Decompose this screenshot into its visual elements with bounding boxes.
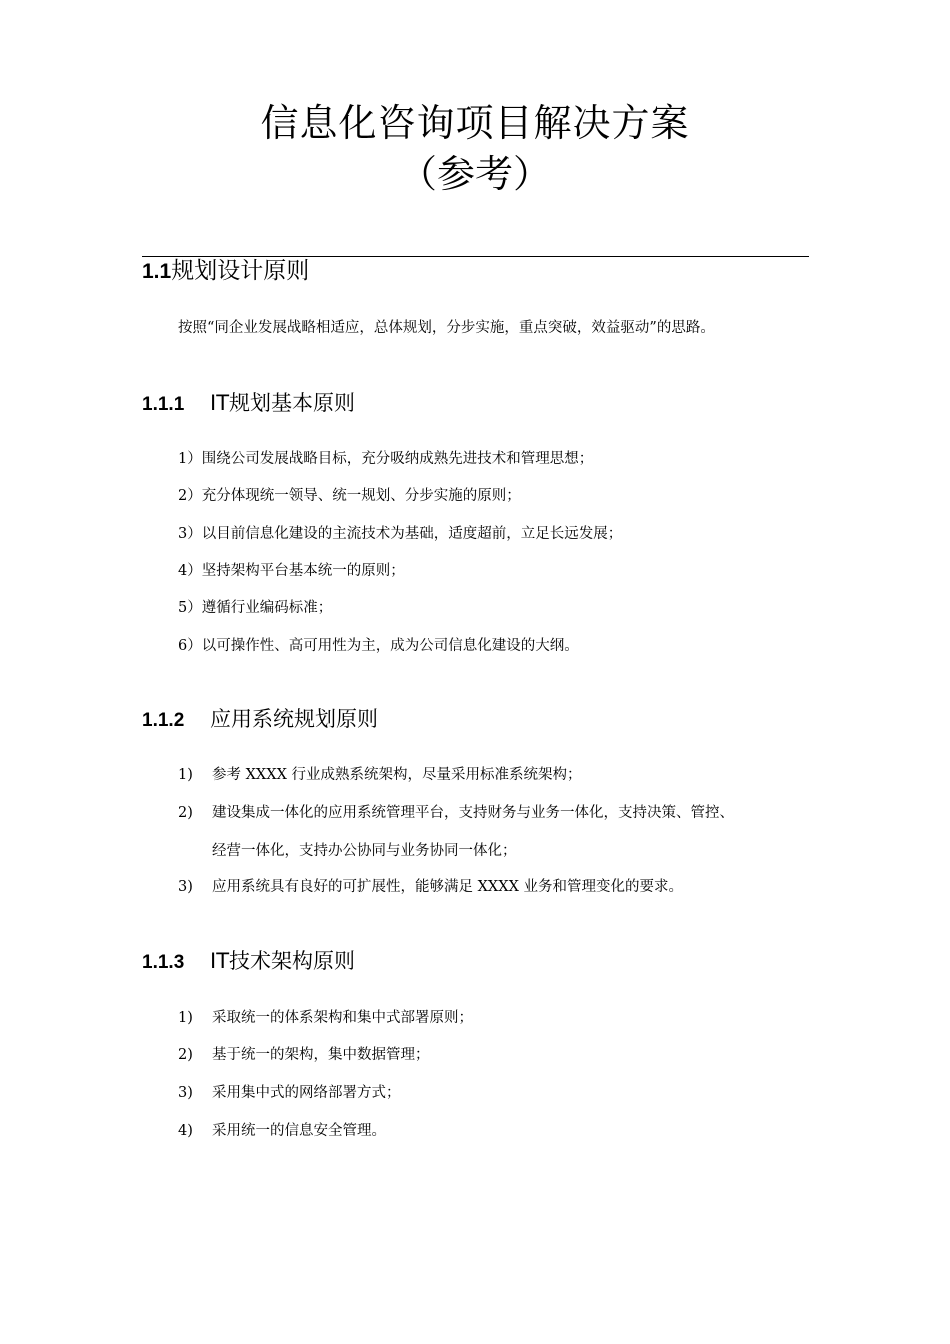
list-item: 1) 采取统一的体系架构和集中式部署原则； (178, 1010, 473, 1026)
list-item: 5）遵循行业编码标准； (178, 600, 333, 616)
list-item: 6）以可操作性、高可用性为主，成为公司信息化建设的大纲。 (178, 638, 579, 654)
subsection-heading-2 (142, 704, 378, 736)
subsection-title: 应用系统规划原则 (210, 707, 378, 731)
list-item: 1）围绕公司发展战略目标，充分吸纳成熟先进技术和管理思想； (178, 451, 594, 467)
list-item: 3）以目前信息化建设的主流技术为基础，适度超前，立足长远发展； (178, 526, 623, 542)
subsection-title: IT规划基本原则 (210, 391, 356, 415)
document-title: 信息化咨询项目解决方案 (260, 101, 690, 145)
list-item: 4) 采用统一的信息安全管理。 (178, 1123, 386, 1139)
document-subtitle: （参考） (398, 152, 551, 196)
list-item: 2) 建设集成一体化的应用系统管理平台，支持财务与业务一体化，支持决策、管控、 (178, 805, 734, 821)
list-item: 1) 参考 XXXX 行业成熟系统架构，尽量采用标准系统架构； (178, 767, 582, 783)
subsection-heading-1 (142, 388, 355, 420)
list-item: 2) 基于统一的架构，集中数据管理； (178, 1047, 430, 1063)
subsection-heading-3 (142, 946, 355, 978)
section-heading (142, 256, 309, 287)
subsection-title: IT技术架构原则 (210, 949, 356, 973)
list-item-continuation: 经营一体化，支持办公协同与业务协同一体化； (212, 843, 517, 859)
section-number: 1.1 (142, 260, 172, 283)
list-item: 3) 应用系统具有良好的可扩展性，能够满足 XXXX 业务和管理变化的要求。 (178, 879, 684, 895)
section-title: 规划设计原则 (171, 258, 310, 284)
subsection-number: 1.1.3 (142, 952, 185, 973)
list-item: 2）充分体现统一领导、统一规划、分步实施的原则； (178, 488, 521, 504)
subsection-number: 1.1.1 (142, 394, 185, 415)
list-item: 3) 采用集中式的网络部署方式； (178, 1085, 401, 1101)
subsection-number: 1.1.2 (142, 710, 185, 731)
list-item: 4）坚持架构平台基本统一的原则； (178, 563, 405, 579)
section-intro: 按照“同企业发展战略相适应，总体规划，分步实施，重点突破，效益驱动”的思路。 (178, 320, 715, 336)
